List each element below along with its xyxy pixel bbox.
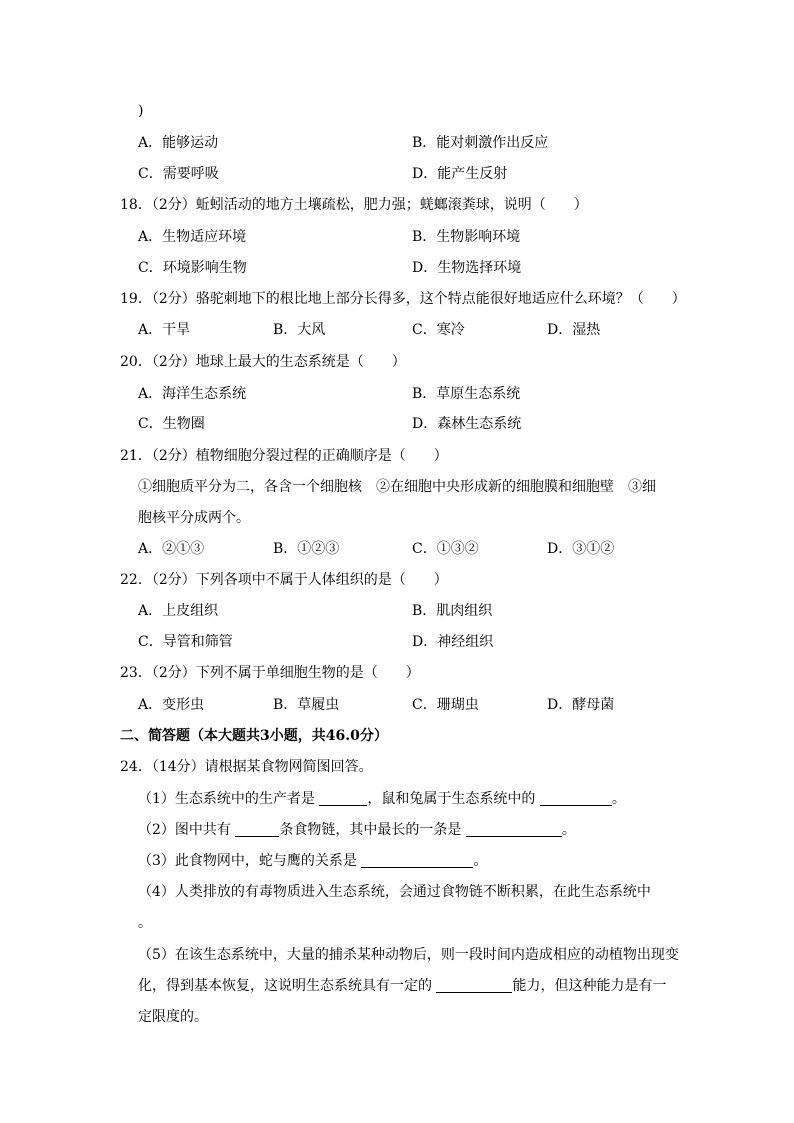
q18-option-a: A．生物适应环境: [138, 229, 247, 245]
q20-option-c: C．生物圈: [138, 416, 205, 432]
q18-stem: 18．（2分）蚯蚓活动的地方土壤疏松，肥力强；蜣螂滚粪球，说明（ ）: [120, 197, 588, 213]
q23-option-d: D．酵母菌: [547, 697, 615, 713]
q24-part3-text-b: 。: [473, 853, 488, 869]
q17-tail: ): [138, 103, 144, 119]
q22-stem: 22．（2分）下列各项中不属于人体组织的是（ ）: [120, 572, 448, 588]
q24-part1-text-b: ，鼠和兔属于生态系统中的: [367, 791, 540, 807]
q24-part5-text-b: 化，得到基本恢复，这说明生态系统具有一定的: [138, 978, 437, 994]
q24-part3: [138, 852, 487, 870]
q17-option-b: B．能对刺激作出反应: [412, 135, 549, 151]
q21-stem: 21．（2分）植物细胞分裂过程的正确顺序是（ ）: [120, 448, 448, 464]
answer-blank[interactable]: [540, 791, 612, 806]
q20-stem: 20．（2分）地球上最大的生态系统是（ ）: [120, 354, 406, 370]
q24-part1: [138, 790, 626, 808]
q23-option-c: C．珊瑚虫: [412, 697, 479, 713]
answer-blank[interactable]: [319, 791, 367, 806]
answer-blank[interactable]: [235, 822, 279, 837]
q17-option-c: C．需要呼吸: [138, 166, 219, 182]
q17-option-d: D．能产生反射: [412, 166, 508, 182]
q24-part5-line3: 定限度的。: [138, 1009, 208, 1025]
q23-stem: 23．（2分）下列不属于单细胞生物的是（ ）: [120, 665, 420, 681]
q24-part3-text-a: （3）此食物网中，蛇与鹰的关系是: [138, 853, 362, 869]
q21-description-line1: ①细胞质平分为二，各含一个细胞核 ②在细胞中央形成新的细胞膜和细胞壁 ③细: [138, 479, 656, 495]
q24-part4-line2: 。: [138, 915, 152, 931]
q24-part1-text-a: （1）生态系统中的生产者是: [138, 791, 320, 807]
q21-option-b: B．①②③: [273, 541, 340, 557]
q21-option-c: C．①③②: [412, 541, 479, 557]
q24-part5-line2: [138, 977, 666, 995]
q19-option-b: B．大风: [273, 322, 326, 338]
q20-option-d: D．森林生态系统: [412, 416, 522, 432]
q20-option-b: B．草原生态系统: [412, 386, 521, 402]
q22-option-d: D．神经组织: [412, 634, 494, 650]
q21-option-d: D．③①②: [547, 541, 615, 557]
q24-part4-line1: （4）人类排放的有毒物质进入生态系统，会通过食物链不断积累，在此生态系统中: [138, 884, 651, 900]
q21-description-line2: 胞核平分成两个。: [138, 510, 250, 526]
q18-option-d: D．生物选择环境: [412, 260, 522, 276]
answer-blank[interactable]: [466, 822, 562, 837]
q22-option-c: C．导管和筛管: [138, 634, 233, 650]
q24-part2-text-b: 条食物链，其中最长的一条是: [279, 822, 466, 838]
section-heading: 二、简答题（本大题共3小题，共46.0分）: [120, 728, 388, 744]
q18-option-c: C．环境影响生物: [138, 260, 247, 276]
q19-option-c: C．寒冷: [412, 322, 465, 338]
answer-blank[interactable]: [436, 978, 512, 993]
q24-part2-text-c: 。: [561, 822, 576, 838]
answer-blank[interactable]: [361, 853, 473, 868]
q24-part5-line1: （5）在该生态系统中，大量的捕杀某种动物后，则一段时间内造成相应的动植物出现变: [138, 947, 679, 963]
q18-option-b: B．生物影响环境: [412, 229, 521, 245]
q24-part2-text-a: （2）图中共有: [138, 822, 236, 838]
q22-option-a: A．上皮组织: [138, 603, 219, 619]
q20-option-a: A．海洋生态系统: [138, 386, 247, 402]
q22-option-b: B．肌肉组织: [412, 603, 493, 619]
q23-option-b: B．草履虫: [273, 697, 340, 713]
q21-option-a: A．②①③: [138, 541, 205, 557]
q19-option-a: A．干旱: [138, 322, 191, 338]
q19-option-d: D．湿热: [547, 322, 601, 338]
q24-part1-text-c: 。: [611, 791, 626, 807]
q17-option-a: A．能够运动: [138, 135, 219, 151]
q24-stem: 24．（14分）请根据某食物网简图回答。: [120, 759, 373, 775]
q23-option-a: A．变形虫: [138, 697, 205, 713]
q24-part5-text-c: 能力，但这种能力是有一: [512, 978, 667, 994]
q24-part2: [138, 821, 576, 839]
q19-stem: 19．（2分）骆驼刺地下的根比地上部分长得多，这个特点能很好地适应什么环境？（ ）: [120, 291, 686, 307]
